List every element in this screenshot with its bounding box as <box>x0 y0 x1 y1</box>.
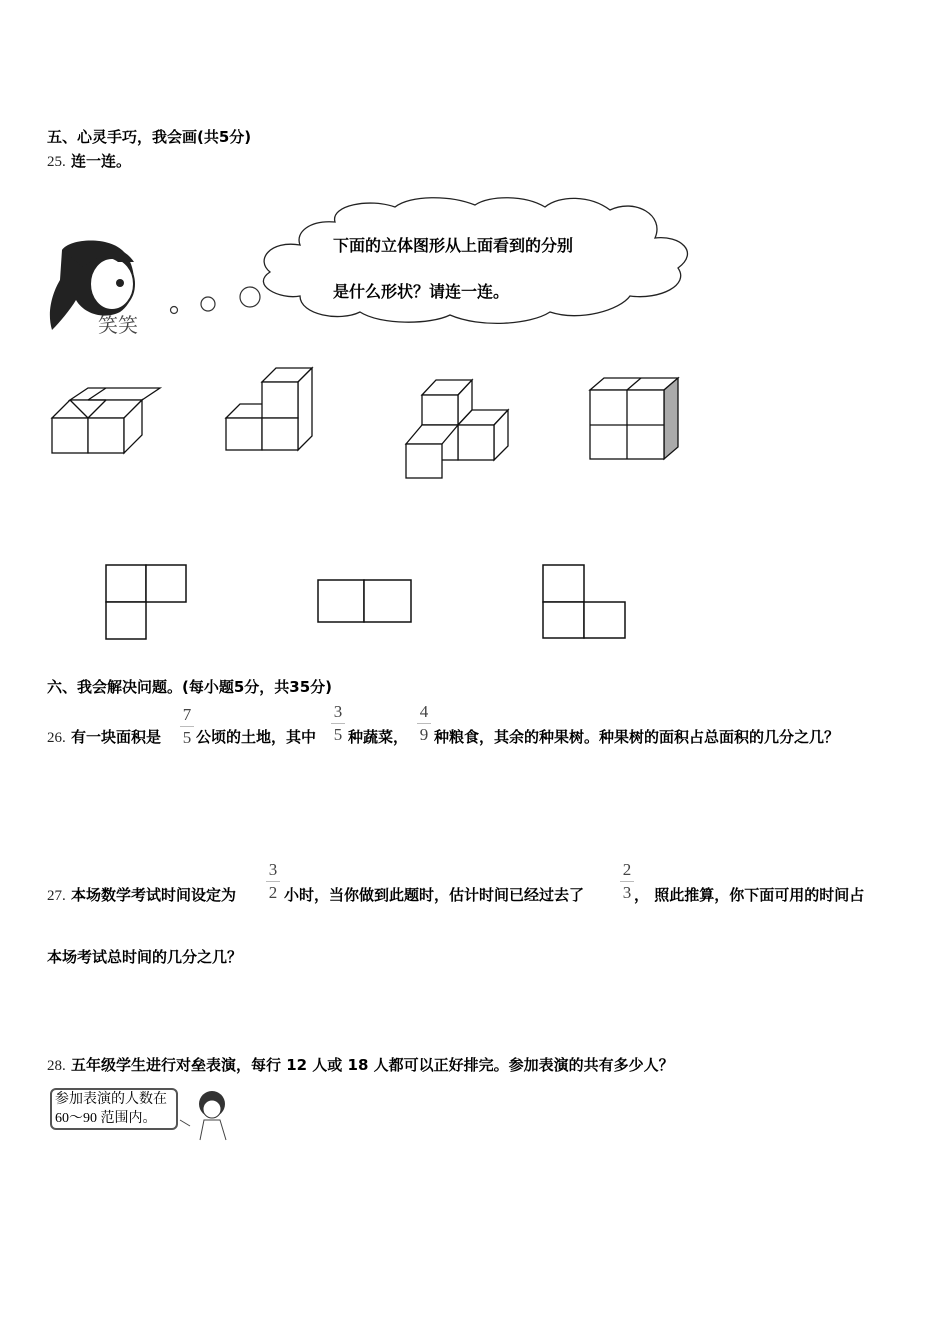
hint-line-2: 60～90 范围内。 <box>55 1111 157 1126</box>
q26-text: 种粮食，其余的种果树。种果树的面积占总面积的几分之几？ <box>434 728 840 746</box>
thought-dot <box>240 287 260 307</box>
q26 <box>47 728 161 747</box>
q28 <box>47 1056 674 1075</box>
thought-dot <box>171 307 178 314</box>
q27 <box>47 886 236 905</box>
denominator: 3 <box>622 883 632 902</box>
denominator: 9 <box>419 725 429 744</box>
section5-heading: 五、心灵手巧，我会画(共5分) <box>47 128 252 146</box>
q28-number: 28. <box>47 1058 66 1074</box>
q26-text: 公顷的土地，其中 <box>196 728 317 746</box>
denominator: 5 <box>182 728 192 747</box>
q25-number: 25. <box>47 154 66 170</box>
bubble-line-2: 是什么形状？请连一连。 <box>333 282 510 301</box>
q27-number: 27. <box>47 888 66 904</box>
q26-text: 有一块面积是 <box>70 728 161 746</box>
bubble-line-1: 下面的立体图形从上面看到的分别 <box>333 236 574 255</box>
fraction-4-9 <box>417 703 431 744</box>
hint-bubble <box>50 1088 178 1130</box>
q25-text: 连一连。 <box>70 152 131 170</box>
section6-heading: 六、我会解决问题。(每小题5分，共35分) <box>47 678 333 696</box>
numerator: 3 <box>268 860 278 879</box>
q27-text: ， 照此推算，你下面可用的时间占 <box>634 886 865 904</box>
q27-text: 本场数学考试时间设定为 <box>70 886 236 904</box>
hint-line-1: 参加表演的人数在 <box>55 1092 167 1107</box>
character-name: 笑笑 <box>98 313 138 337</box>
denominator: 5 <box>333 725 343 744</box>
numerator: 7 <box>182 705 192 724</box>
solid-figure-1 <box>52 388 160 453</box>
thought-dot <box>201 297 215 311</box>
solid-figure-3 <box>406 380 508 478</box>
numerator: 4 <box>419 702 429 721</box>
q27-text: 小时，当你做到此题时，估计时间已经过去了 <box>284 886 585 904</box>
fraction-7-5 <box>180 706 194 747</box>
fraction-3-5 <box>331 703 345 744</box>
top-view-shape-2 <box>318 580 411 622</box>
solid-figure-2 <box>226 368 312 450</box>
denominator: 2 <box>268 883 278 902</box>
top-view-shape-3 <box>543 565 625 638</box>
thought-cloud <box>263 198 687 324</box>
q28-text: 五年级学生进行对垒表演，每行 12 人或 18 人都可以正好排完。参加表演的共有多少人？ <box>70 1056 674 1074</box>
numerator: 3 <box>333 702 343 721</box>
solid-figure-4 <box>590 378 678 459</box>
q26-text: 种蔬菜， <box>348 728 409 746</box>
fraction-3-2 <box>266 861 280 902</box>
top-view-shape-1 <box>106 565 186 639</box>
q26-number: 26. <box>47 730 66 746</box>
fraction-2-3 <box>620 861 634 902</box>
q27-text-line2: 本场考试总时间的几分之几？ <box>47 948 243 966</box>
numerator: 2 <box>622 860 632 879</box>
